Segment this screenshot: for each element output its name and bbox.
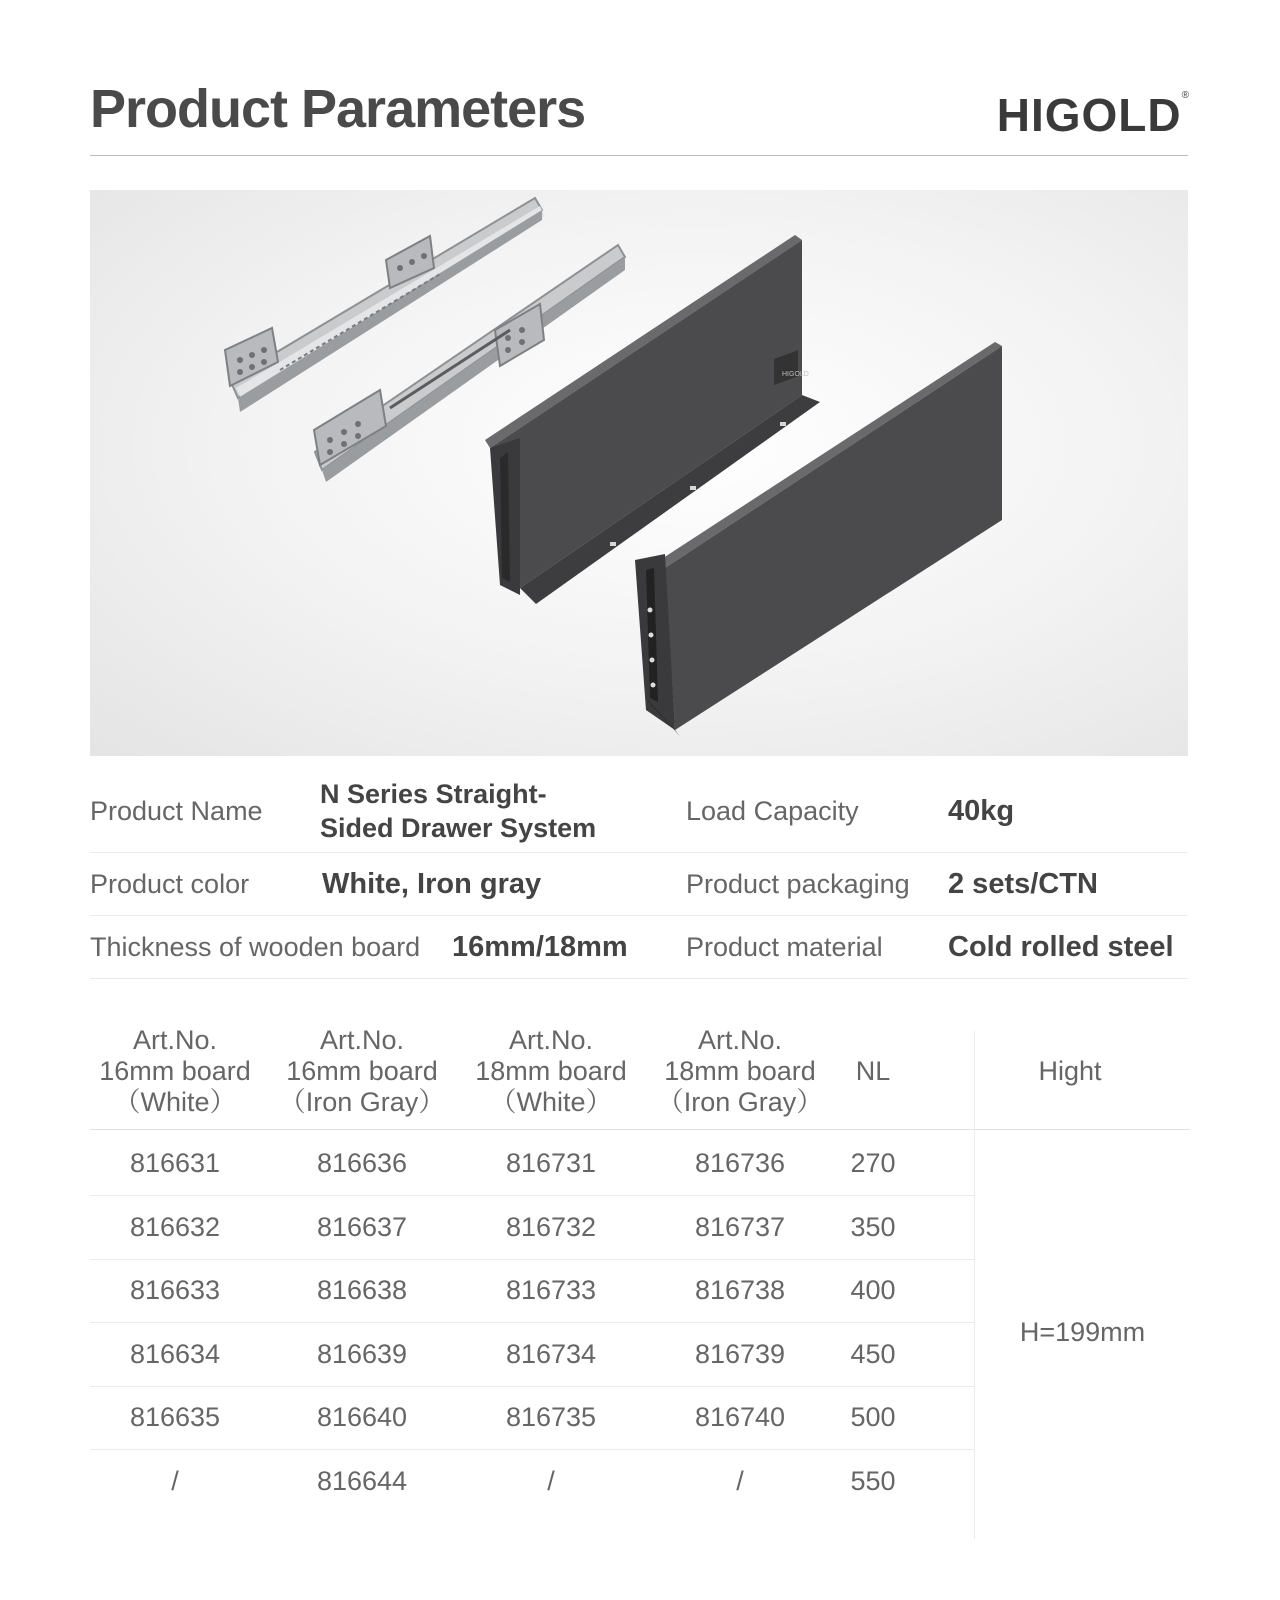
table-cell-article-number: 816735 xyxy=(505,1402,597,1432)
spec-value: 16mm/18mm xyxy=(452,930,628,963)
spec-label: Product material xyxy=(686,931,883,962)
table-cell-article-number: 816640 xyxy=(316,1402,408,1432)
table-cell-nl: 500 xyxy=(850,1402,896,1432)
spec-row xyxy=(90,853,1188,916)
column-header-hight: Hight xyxy=(1038,1056,1102,1086)
header-line: （White） xyxy=(489,1087,613,1117)
drawer-system-illustration xyxy=(90,190,1188,756)
table-row xyxy=(90,1449,974,1513)
table-cell-article-number: 816638 xyxy=(316,1275,408,1305)
table-cell-article-number: 816733 xyxy=(505,1275,597,1305)
spec-row xyxy=(90,916,1188,979)
spec-value: 2 sets/CTN xyxy=(948,867,1098,900)
header-line: 16mm board xyxy=(99,1056,251,1086)
registered-mark: ® xyxy=(1181,90,1190,101)
spec-label: Product color xyxy=(90,868,250,899)
spec-label: Load Capacity xyxy=(686,795,859,826)
spec-value-product-name xyxy=(320,770,596,852)
table-cell-article-number: 816739 xyxy=(694,1338,786,1369)
table-cell-article-number: 816636 xyxy=(316,1148,408,1178)
table-row xyxy=(90,1322,974,1387)
table-row xyxy=(90,1258,974,1323)
table-row xyxy=(90,1131,974,1196)
brand-logo xyxy=(997,88,1190,142)
spec-label: Product Name xyxy=(90,795,263,826)
column-header-18mm-iron-gray xyxy=(655,1025,825,1118)
table-cell-article-number: / xyxy=(736,1465,744,1496)
table-cell-article-number: 816740 xyxy=(694,1402,786,1432)
slide-rail-left xyxy=(225,198,545,412)
table-cell-article-number: 816731 xyxy=(505,1148,597,1178)
header-line: （Iron Gray） xyxy=(278,1087,446,1117)
table-cell-article-number: 816644 xyxy=(316,1465,408,1496)
spec-value: Cold rolled steel xyxy=(948,930,1174,963)
panel-logo-label: HIGOLD xyxy=(782,371,809,378)
hight-value: H=199mm xyxy=(1019,1317,1146,1347)
table-cell-nl: 400 xyxy=(850,1275,896,1305)
table-cell-article-number: 816637 xyxy=(316,1211,408,1242)
table-cell-article-number: 816734 xyxy=(505,1338,597,1369)
header-line: Art.No. xyxy=(508,1025,594,1055)
header-line: Art.No. xyxy=(697,1025,783,1055)
spec-value: 40kg xyxy=(948,794,1015,827)
brand-name: HIGOLD xyxy=(996,89,1182,141)
table-cell-article-number: 816737 xyxy=(694,1211,786,1242)
table-cell-nl: 450 xyxy=(850,1338,896,1369)
spec-value-line: N Series Straight- xyxy=(320,779,547,809)
table-cell-nl: 350 xyxy=(850,1211,896,1242)
column-header-16mm-white xyxy=(90,1025,260,1118)
header-line: （Iron Gray） xyxy=(656,1087,824,1117)
table-cell-article-number: 816736 xyxy=(694,1148,786,1178)
spec-row xyxy=(90,770,1188,853)
page-title: Product Parameters xyxy=(90,79,586,139)
table-cell-article-number: 816639 xyxy=(316,1338,408,1369)
header-line: Art.No. xyxy=(319,1025,405,1055)
spec-table xyxy=(90,770,1188,979)
article-table xyxy=(90,1015,1190,1535)
header-line: （White） xyxy=(113,1087,237,1117)
table-cell-article-number: 816738 xyxy=(694,1275,786,1305)
header-line: 18mm board xyxy=(664,1056,816,1086)
spec-label: Thickness of wooden board xyxy=(90,931,421,962)
table-row xyxy=(90,1385,974,1450)
table-cell-article-number: 816634 xyxy=(129,1338,221,1369)
spec-value-line: Sided Drawer System xyxy=(320,813,597,843)
header-line: Art.No. xyxy=(132,1025,218,1055)
table-cell-article-number: 816732 xyxy=(505,1211,597,1242)
header-divider xyxy=(90,155,1188,156)
table-cell-nl: 270 xyxy=(850,1148,896,1178)
spec-value: White, Iron gray xyxy=(322,867,542,900)
table-cell-article-number: 816635 xyxy=(129,1402,221,1432)
table-cell-article-number: 816633 xyxy=(129,1275,221,1305)
column-header-16mm-iron-gray xyxy=(277,1025,447,1118)
product-photo xyxy=(90,190,1188,756)
table-cell-nl: 550 xyxy=(850,1465,896,1496)
column-header-18mm-white xyxy=(466,1025,636,1118)
header xyxy=(90,78,1190,158)
column-header-nl: NL xyxy=(855,1056,891,1086)
header-line: 18mm board xyxy=(475,1056,627,1086)
table-cell-article-number: / xyxy=(171,1465,179,1496)
spec-label: Product packaging xyxy=(686,868,910,899)
table-cell-article-number: 816631 xyxy=(129,1148,221,1178)
table-row xyxy=(90,1195,974,1260)
table-cell-article-number: 816632 xyxy=(129,1211,221,1242)
table-cell-article-number: / xyxy=(547,1465,555,1496)
header-line: 16mm board xyxy=(286,1056,438,1086)
